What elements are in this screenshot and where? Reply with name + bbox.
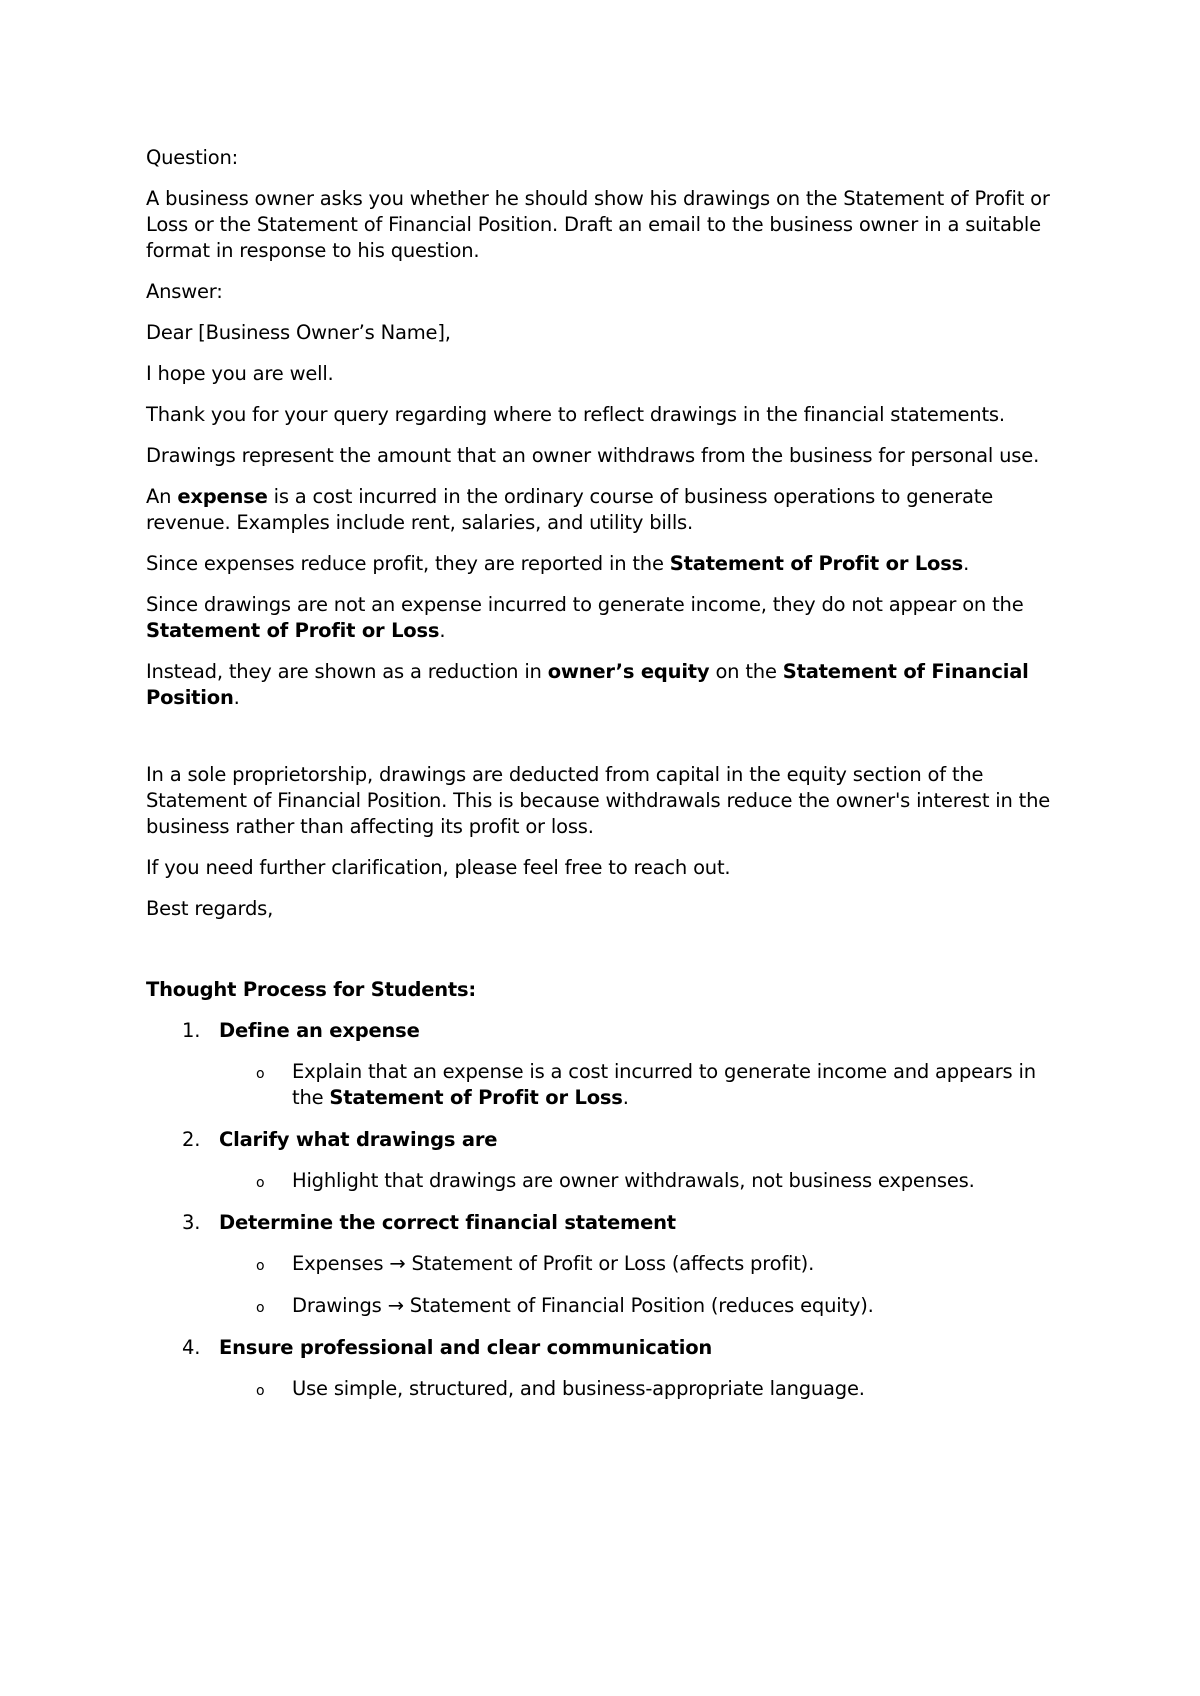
signoff: Best regards,	[146, 897, 274, 920]
point-text: Highlight that drawings are owner withdrawals, not business expenses.	[292, 1169, 975, 1192]
spacer	[146, 726, 1066, 762]
step-4	[146, 1335, 1066, 1361]
point-text: Explain that an expense is a cost incurred to generate income and appears in the Statement of Profit or Loss.	[292, 1060, 1036, 1109]
greeting: I hope you are well.	[146, 362, 334, 385]
thanks-paragraph: Thank you for your query regarding where to reflect drawings in the financial statements.	[146, 403, 1005, 426]
step-number: 4.	[182, 1336, 201, 1359]
spacer	[146, 937, 1066, 977]
step-number: 2.	[182, 1128, 201, 1151]
step-title: Ensure professional and clear communication	[219, 1336, 713, 1359]
clarification-paragraph: If you need further clarification, please feel free to reach out.	[146, 856, 731, 879]
drawings-not-expense-paragraph: Since drawings are not an expense incurred to generate income, they do not appear on the Statement of Profit or Loss.	[146, 593, 1024, 642]
answer-label: Answer:	[146, 280, 223, 303]
step-title: Clarify what drawings are	[219, 1128, 498, 1151]
circle-bullet-icon: o	[256, 1175, 265, 1191]
instead-paragraph: Instead, they are shown as a reduction in owner’s equity on the Statement of Financial Position.	[146, 660, 1029, 709]
step-title: Determine the correct financial statement	[219, 1211, 676, 1234]
step-2	[146, 1127, 1066, 1153]
question-label: Question:	[146, 146, 238, 169]
point-text: Expenses → Statement of Profit or Loss (affects profit).	[292, 1252, 815, 1275]
step-1-point	[146, 1059, 1066, 1111]
circle-bullet-icon: o	[256, 1300, 265, 1316]
step-3-point-1	[146, 1251, 1066, 1277]
question-text: A business owner asks you whether he should show his drawings on the Statement of Profit or Loss or the Statement of Financial Position. Draft an email to the business owner in a suitable format in response to his question.	[146, 187, 1050, 262]
thought-process-heading: Thought Process for Students:	[146, 978, 477, 1001]
step-title: Define an expense	[219, 1019, 420, 1042]
step-4-point	[146, 1376, 1066, 1402]
point-text: Drawings → Statement of Financial Position (reduces equity).	[292, 1294, 874, 1317]
circle-bullet-icon: o	[256, 1383, 265, 1399]
expense-reported-paragraph: Since expenses reduce profit, they are reported in the Statement of Profit or Loss.	[146, 552, 970, 575]
step-2-point	[146, 1168, 1066, 1194]
step-3-point-2	[146, 1293, 1066, 1319]
expense-definition: An expense is a cost incurred in the ordinary course of business operations to generate revenue. Examples include rent, salaries, and utility bills.	[146, 485, 993, 534]
circle-bullet-icon: o	[256, 1066, 265, 1082]
drawings-definition: Drawings represent the amount that an owner withdraws from the business for personal use.	[146, 444, 1040, 467]
salutation: Dear [Business Owner’s Name],	[146, 321, 451, 344]
sole-proprietorship-paragraph: In a sole proprietorship, drawings are deducted from capital in the equity section of the Statement of Financial Position. This is because withdrawals reduce the owner's interest in the business rather than affecting its profit or loss.	[146, 763, 1051, 838]
step-number: 3.	[182, 1211, 201, 1234]
document-body	[146, 145, 1066, 1418]
circle-bullet-icon: o	[256, 1258, 265, 1274]
step-1	[146, 1018, 1066, 1044]
step-3	[146, 1210, 1066, 1236]
step-number: 1.	[182, 1019, 201, 1042]
point-text: Use simple, structured, and business-appropriate language.	[292, 1377, 865, 1400]
